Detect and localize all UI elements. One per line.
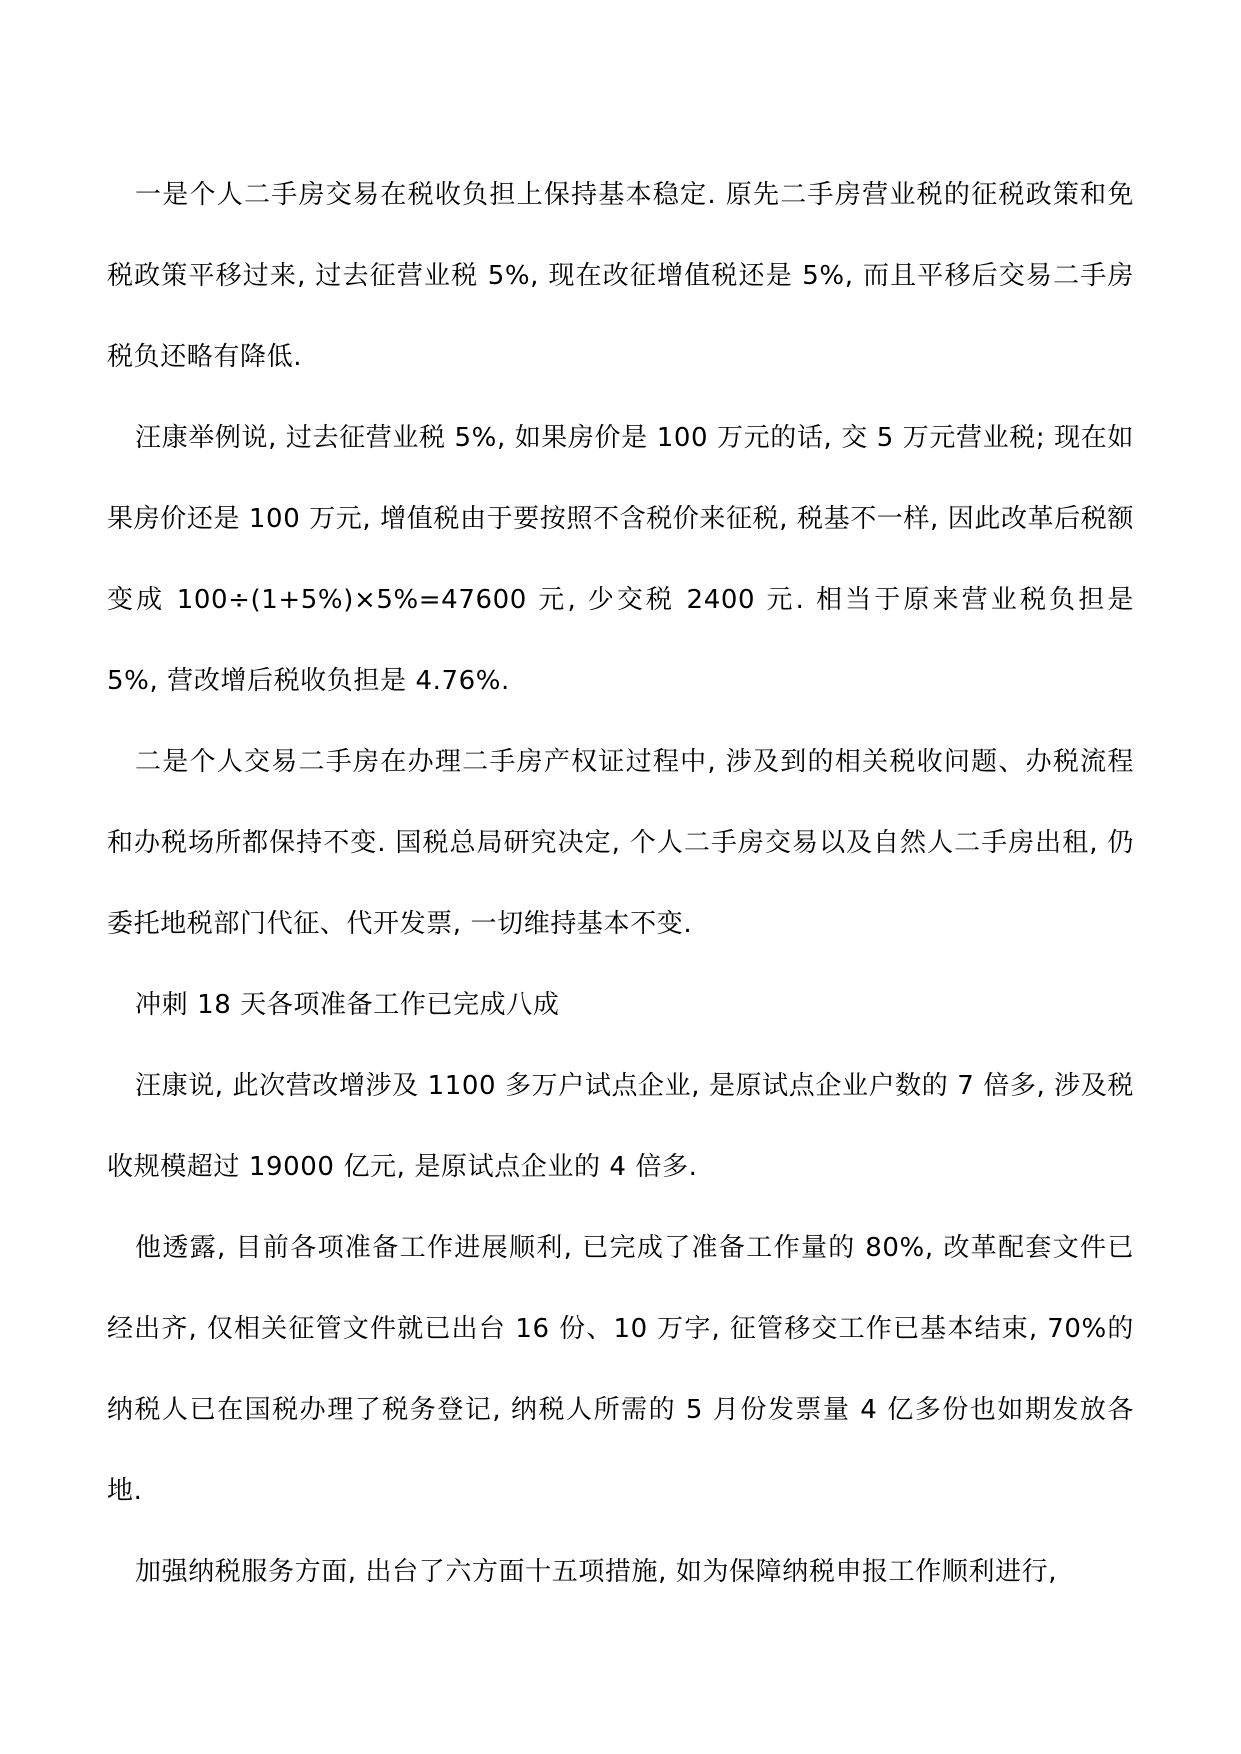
- paragraph-6: 加强纳税服务方面, 出台了六方面十五项措施, 如为保障纳税申报工作顺利进行,: [135, 1557, 1058, 1587]
- paragraph-4: 汪康说, 此次营改增涉及 1100 多万户试点企业, 是原试点企业户数的 7 倍多, 涉及税收规模超过 19000 亿元, 是原试点企业的 4 倍多.: [107, 1071, 1134, 1182]
- paragraph-2: 汪康举例说, 过去征营业税 5%, 如果房价是 100 万元的话, 交 5 万元营业税; 现在如果房价还是 100 万元, 增值税由于要按照不含税价来征税, 税基不一样, 因此改革后税额变成 100÷(1+5%)×5%=47600 元, 少交税 2400 元. 相当于原来营业税负担是 5%, 营改增后税收负担是 4.76%.: [107, 423, 1134, 696]
- paragraph-3: 二是个人交易二手房在办理二手房产权证过程中, 涉及到的相关税收问题、办税流程和办税场所都保持不变. 国税总局研究决定, 个人二手房交易以及自然人二手房出租, 仍委托地税部门代征、代开发票, 一切维持基本不变.: [107, 747, 1134, 939]
- paragraph-1: 一是个人二手房交易在税收负担上保持基本稳定. 原先二手房营业税的征税政策和免税政策平移过来, 过去征营业税 5%, 现在改征增值税还是 5%, 而且平移后交易二手房税负还略有降低.: [107, 180, 1134, 372]
- section-heading: 冲刺 18 天各项准备工作已完成八成: [135, 990, 560, 1020]
- paragraph-5: 他透露, 目前各项准备工作进展顺利, 已完成了准备工作量的 80%, 改革配套文件已经出齐, 仅相关征管文件就已出台 16 份、10 万字, 征管移交工作已基本结束, 70%的纳税人已在国税办理了税务登记, 纳税人所需的 5 月份发票量 4 亿多份也如期发放各地.: [107, 1233, 1134, 1506]
